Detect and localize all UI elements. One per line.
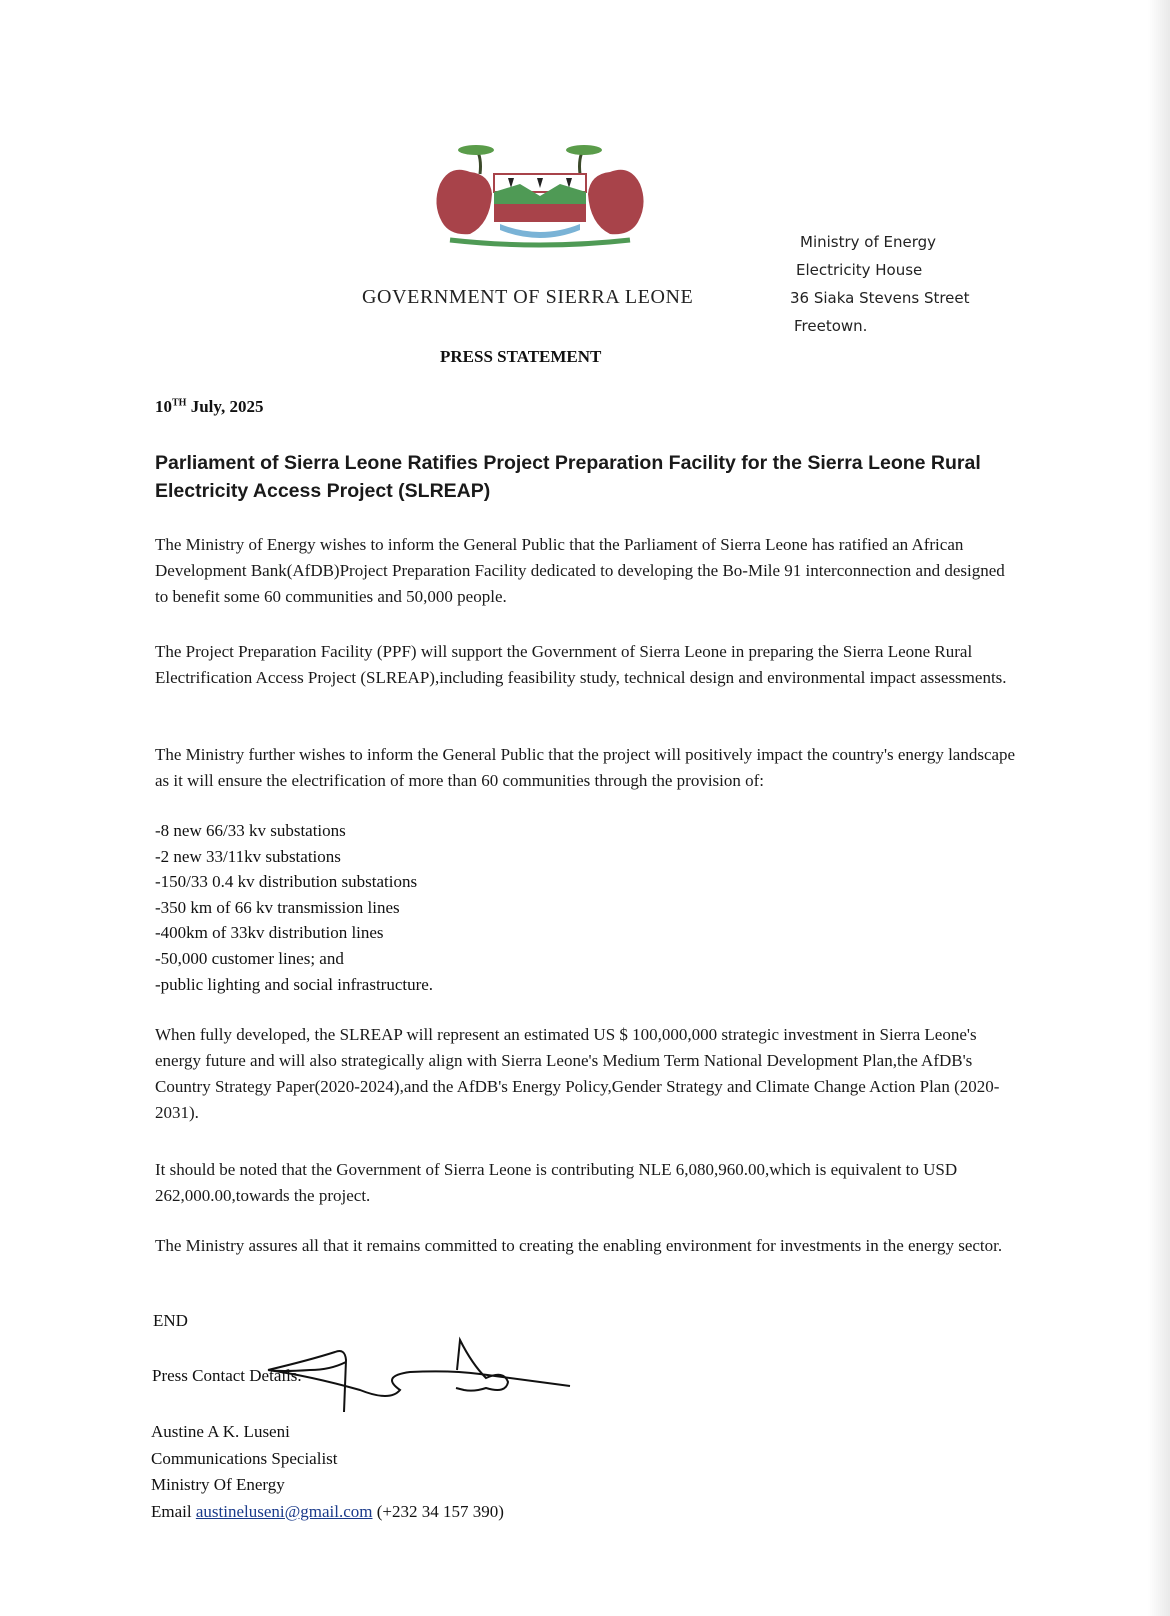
- coat-of-arms-icon: [430, 144, 650, 252]
- address-line: 36 Siaka Stevens Street: [790, 289, 970, 307]
- headline: Parliament of Sierra Leone Ratifies Project Preparation Facility for the Sierra Leone Rural Electricity Access Project (SLREAP): [155, 452, 981, 502]
- date-day: 10: [155, 397, 172, 416]
- statement-date: [155, 397, 263, 417]
- document-type-title: PRESS STATEMENT: [440, 347, 602, 366]
- contact-email-line: [151, 1499, 504, 1526]
- contact-organization: Ministry Of Energy: [151, 1475, 285, 1494]
- list-item: -350 km of 66 kv transmission lines: [155, 897, 400, 917]
- paragraph-impact: The Ministry further wishes to inform the General Public that the project will positively impact the country's energy landscape as it will ensure the electrification of more than 60 communities through the provision of:: [155, 745, 1016, 790]
- address-line: Electricity House: [796, 261, 923, 279]
- email-label: Email: [151, 1501, 196, 1521]
- list-item: -400km of 33kv distribution lines: [155, 923, 384, 943]
- list-item: -public lighting and social infrastructure.: [155, 974, 434, 994]
- date-suffix: TH: [172, 397, 187, 409]
- contact-title: Communications Specialist: [151, 1448, 338, 1468]
- list-item: -2 new 33/11kv substations: [155, 846, 341, 866]
- address-line: Freetown.: [794, 317, 868, 335]
- list-item: -50,000 customer lines; and: [155, 948, 344, 968]
- email-link[interactable]: austineluseni@gmail.com: [195, 1501, 373, 1521]
- ministry-address: [790, 228, 970, 340]
- paragraph-commitment: The Ministry assures all that it remains committed to creating the enabling environment for investments in the energy sector.: [155, 1236, 1003, 1255]
- address-line: Ministry of Energy: [800, 233, 937, 251]
- provisions-list: [155, 818, 433, 997]
- paragraph-ratification: The Ministry of Energy wishes to inform the General Public that the Parliament of Sierra Leone has ratified an African Development Bank(AfDB)Project Preparation Facility dedicated to developing the Bo-Mile 91 interconnection and designed to benefit some 60 communities and 50,000 people.: [155, 535, 1005, 606]
- paragraph-ppf: The Project Preparation Facility (PPF) will support the Government of Sierra Leone in preparing the Sierra Leone Rural Electrification Access Project (SLREAP),including feasibility study, technical design and environmental impact assessments.: [155, 642, 1007, 687]
- end-marker: END: [153, 1311, 188, 1330]
- paragraph-contribution: It should be noted that the Government of Sierra Leone is contributing NLE 6,080,960.00,which is equivalent to USD 262,000.00,towards the project.: [155, 1160, 958, 1205]
- list-item: -8 new 66/33 kv substations: [155, 821, 346, 840]
- contact-details: [151, 1419, 504, 1525]
- page-edge-shadow: [1148, 0, 1170, 1616]
- press-contact-label: Press Contact Details.: [152, 1366, 302, 1385]
- contact-phone: (+232 34 157 390): [372, 1501, 504, 1521]
- paragraph-investment: When fully developed, the SLREAP will represent an estimated US $ 100,000,000 strategic investment in Sierra Leone's energy future and will also strategically align with Sierra Leone's Medium Term National Development Plan,the AfDB's Country Strategy Paper(2020-2024),and the AfDB's Energy Policy,Gender Strategy and Climate Change Action Plan (2020-2031).: [155, 1025, 1000, 1122]
- government-title: GOVERNMENT OF SIERRA LEONE: [362, 286, 694, 308]
- contact-name: Austine A K. Luseni: [151, 1422, 290, 1441]
- date-month-year: July, 2025: [186, 397, 264, 416]
- list-item: -150/33 0.4 kv distribution substations: [155, 872, 418, 892]
